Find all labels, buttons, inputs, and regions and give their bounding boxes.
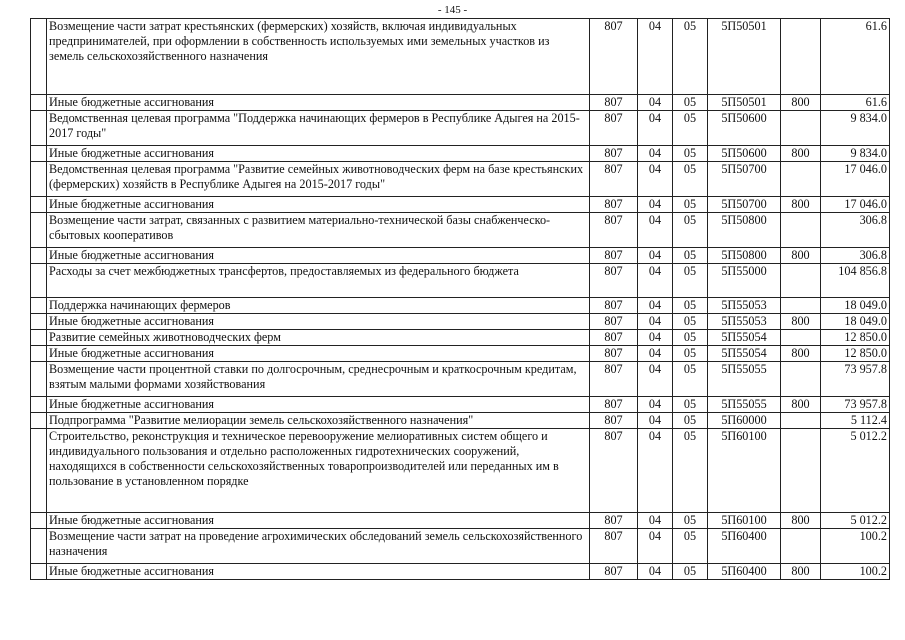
table-row (31, 19, 890, 95)
row-pr-cell: 05 (673, 429, 708, 513)
row-pr-cell: 05 (673, 213, 708, 248)
row-margin-cell (31, 529, 47, 564)
row-cs-cell: 5П50700 (708, 197, 781, 213)
row-name-cell: Иные бюджетные ассигнования (47, 564, 590, 580)
row-rz-cell: 04 (638, 529, 673, 564)
row-name-cell: Строительство, реконструкция и техническое перевооружение мелиоративных систем общего и индивидуального пользования и отдельно расположенных гидротехнических сооружений, находящихся в собственности сельскохозяйственных товаропроизводителей или переданных им в пользование в установленном порядке (47, 429, 590, 513)
row-gr-cell: 807 (590, 513, 638, 529)
row-margin-cell (31, 362, 47, 397)
row-sum-cell: 100.2 (821, 529, 890, 564)
row-gr-cell: 807 (590, 162, 638, 197)
row-pr-cell: 05 (673, 529, 708, 564)
table-row (31, 111, 890, 146)
row-rz-cell: 04 (638, 213, 673, 248)
row-margin-cell (31, 330, 47, 346)
row-vr-cell: 800 (781, 314, 821, 330)
row-vr-cell (781, 298, 821, 314)
row-pr-cell: 05 (673, 197, 708, 213)
row-rz-cell: 04 (638, 397, 673, 413)
row-name-cell: Иные бюджетные ассигнования (47, 146, 590, 162)
row-name-cell: Поддержка начинающих фермеров (47, 298, 590, 314)
row-pr-cell: 05 (673, 413, 708, 429)
row-rz-cell: 04 (638, 346, 673, 362)
row-gr-cell: 807 (590, 330, 638, 346)
row-pr-cell: 05 (673, 346, 708, 362)
row-margin-cell (31, 397, 47, 413)
row-name-cell: Ведомственная целевая программа "Поддержка начинающих фермеров в Республике Адыгея на 2015-2017 годы" (47, 111, 590, 146)
table-row (31, 197, 890, 213)
row-name-cell: Подпрограмма "Развитие мелиорации земель сельскохозяйственного назначения" (47, 413, 590, 429)
table-row (31, 213, 890, 248)
row-gr-cell: 807 (590, 429, 638, 513)
row-sum-cell: 17 046.0 (821, 162, 890, 197)
row-cs-cell: 5П50600 (708, 146, 781, 162)
page-number: - 145 - (437, 4, 468, 16)
table-row (31, 564, 890, 580)
row-cs-cell: 5П55055 (708, 397, 781, 413)
row-vr-cell: 800 (781, 397, 821, 413)
row-gr-cell: 807 (590, 362, 638, 397)
row-sum-cell: 5 012.2 (821, 429, 890, 513)
row-rz-cell: 04 (638, 564, 673, 580)
row-pr-cell: 05 (673, 264, 708, 298)
row-gr-cell: 807 (590, 264, 638, 298)
row-gr-cell: 807 (590, 111, 638, 146)
row-margin-cell (31, 264, 47, 298)
row-vr-cell: 800 (781, 95, 821, 111)
row-sum-cell: 306.8 (821, 213, 890, 248)
row-margin-cell (31, 314, 47, 330)
row-sum-cell: 18 049.0 (821, 298, 890, 314)
row-sum-cell: 9 834.0 (821, 111, 890, 146)
row-cs-cell: 5П55000 (708, 264, 781, 298)
row-rz-cell: 04 (638, 314, 673, 330)
table-row (31, 513, 890, 529)
row-cs-cell: 5П60100 (708, 429, 781, 513)
row-pr-cell: 05 (673, 330, 708, 346)
row-sum-cell: 104 856.8 (821, 264, 890, 298)
row-vr-cell (781, 162, 821, 197)
row-cs-cell: 5П50501 (708, 19, 781, 95)
row-rz-cell: 04 (638, 298, 673, 314)
row-sum-cell: 9 834.0 (821, 146, 890, 162)
row-margin-cell (31, 298, 47, 314)
row-margin-cell (31, 513, 47, 529)
row-name-cell: Возмещение части затрат на проведение агрохимических обследований земель сельскохозяйственного назначения (47, 529, 590, 564)
row-sum-cell: 61.6 (821, 19, 890, 95)
row-gr-cell: 807 (590, 529, 638, 564)
table-row (31, 529, 890, 564)
row-vr-cell: 800 (781, 564, 821, 580)
row-margin-cell (31, 19, 47, 95)
row-gr-cell: 807 (590, 397, 638, 413)
row-name-cell: Возмещение части затрат крестьянских (фермерских) хозяйств, включая индивидуальных предпринимателей, при оформлении в собственность используемых ими земельных участков из земель сельскохозяйственного назначения (47, 19, 590, 95)
row-margin-cell (31, 213, 47, 248)
row-vr-cell: 800 (781, 248, 821, 264)
row-margin-cell (31, 564, 47, 580)
row-rz-cell: 04 (638, 19, 673, 95)
row-name-cell: Расходы за счет межбюджетных трансфертов, предоставляемых из федерального бюджета (47, 264, 590, 298)
row-cs-cell: 5П50800 (708, 248, 781, 264)
row-vr-cell (781, 264, 821, 298)
row-sum-cell: 61.6 (821, 95, 890, 111)
row-pr-cell: 05 (673, 564, 708, 580)
budget-table (30, 18, 890, 580)
row-gr-cell: 807 (590, 413, 638, 429)
row-cs-cell: 5П50600 (708, 111, 781, 146)
row-rz-cell: 04 (638, 162, 673, 197)
row-sum-cell: 73 957.8 (821, 362, 890, 397)
row-rz-cell: 04 (638, 95, 673, 111)
row-cs-cell: 5П60400 (708, 529, 781, 564)
row-margin-cell (31, 146, 47, 162)
row-margin-cell (31, 95, 47, 111)
table-row (31, 330, 890, 346)
table-row (31, 298, 890, 314)
row-sum-cell: 12 850.0 (821, 330, 890, 346)
row-margin-cell (31, 111, 47, 146)
row-rz-cell: 04 (638, 362, 673, 397)
row-rz-cell: 04 (638, 330, 673, 346)
row-name-cell: Ведомственная целевая программа "Развитие семейных животноводческих ферм на базе крестьянских (фермерских) хозяйств в Республике Адыгея на 2015-2017 годы" (47, 162, 590, 197)
table-row (31, 413, 890, 429)
row-pr-cell: 05 (673, 362, 708, 397)
row-pr-cell: 05 (673, 513, 708, 529)
row-cs-cell: 5П55053 (708, 298, 781, 314)
row-name-cell: Иные бюджетные ассигнования (47, 314, 590, 330)
row-vr-cell (781, 413, 821, 429)
row-rz-cell: 04 (638, 429, 673, 513)
row-name-cell: Иные бюджетные ассигнования (47, 95, 590, 111)
row-vr-cell (781, 111, 821, 146)
row-gr-cell: 807 (590, 197, 638, 213)
row-gr-cell: 807 (590, 248, 638, 264)
row-pr-cell: 05 (673, 19, 708, 95)
row-vr-cell (781, 429, 821, 513)
row-vr-cell (781, 213, 821, 248)
row-sum-cell: 17 046.0 (821, 197, 890, 213)
row-gr-cell: 807 (590, 19, 638, 95)
row-rz-cell: 04 (638, 248, 673, 264)
row-vr-cell (781, 529, 821, 564)
row-sum-cell: 73 957.8 (821, 397, 890, 413)
row-margin-cell (31, 429, 47, 513)
row-vr-cell: 800 (781, 146, 821, 162)
table-row (31, 314, 890, 330)
row-cs-cell: 5П55055 (708, 362, 781, 397)
row-name-cell: Возмещение части затрат, связанных с развитием материально-технической базы снабженческо-сбытовых кооперативов (47, 213, 590, 248)
row-rz-cell: 04 (638, 513, 673, 529)
row-pr-cell: 05 (673, 162, 708, 197)
row-rz-cell: 04 (638, 146, 673, 162)
row-name-cell: Иные бюджетные ассигнования (47, 248, 590, 264)
row-name-cell: Иные бюджетные ассигнования (47, 197, 590, 213)
row-rz-cell: 04 (638, 413, 673, 429)
row-pr-cell: 05 (673, 397, 708, 413)
row-rz-cell: 04 (638, 264, 673, 298)
row-cs-cell: 5П60400 (708, 564, 781, 580)
row-vr-cell (781, 330, 821, 346)
table-row (31, 146, 890, 162)
row-cs-cell: 5П55053 (708, 314, 781, 330)
row-pr-cell: 05 (673, 314, 708, 330)
row-sum-cell: 5 012.2 (821, 513, 890, 529)
row-gr-cell: 807 (590, 314, 638, 330)
row-cs-cell: 5П55054 (708, 330, 781, 346)
row-margin-cell (31, 346, 47, 362)
row-cs-cell: 5П50501 (708, 95, 781, 111)
row-cs-cell: 5П50700 (708, 162, 781, 197)
table-row (31, 248, 890, 264)
row-sum-cell: 18 049.0 (821, 314, 890, 330)
row-gr-cell: 807 (590, 346, 638, 362)
row-cs-cell: 5П60000 (708, 413, 781, 429)
row-sum-cell: 306.8 (821, 248, 890, 264)
row-rz-cell: 04 (638, 197, 673, 213)
row-name-cell: Иные бюджетные ассигнования (47, 397, 590, 413)
row-pr-cell: 05 (673, 111, 708, 146)
budget-table-body (31, 19, 890, 580)
row-name-cell: Иные бюджетные ассигнования (47, 346, 590, 362)
row-name-cell: Возмещение части процентной ставки по долгосрочным, среднесрочным и краткосрочным кредитам, взятым малыми формами хозяйствования (47, 362, 590, 397)
row-vr-cell: 800 (781, 197, 821, 213)
row-gr-cell: 807 (590, 146, 638, 162)
row-cs-cell: 5П50800 (708, 213, 781, 248)
table-row (31, 397, 890, 413)
table-row (31, 362, 890, 397)
row-vr-cell (781, 362, 821, 397)
row-gr-cell: 807 (590, 298, 638, 314)
row-name-cell: Иные бюджетные ассигнования (47, 513, 590, 529)
row-gr-cell: 807 (590, 95, 638, 111)
row-gr-cell: 807 (590, 564, 638, 580)
table-row (31, 95, 890, 111)
row-sum-cell: 5 112.4 (821, 413, 890, 429)
row-rz-cell: 04 (638, 111, 673, 146)
row-pr-cell: 05 (673, 95, 708, 111)
row-margin-cell (31, 162, 47, 197)
row-pr-cell: 05 (673, 248, 708, 264)
row-margin-cell (31, 413, 47, 429)
row-margin-cell (31, 197, 47, 213)
row-vr-cell (781, 19, 821, 95)
row-vr-cell: 800 (781, 513, 821, 529)
row-margin-cell (31, 248, 47, 264)
row-pr-cell: 05 (673, 146, 708, 162)
row-gr-cell: 807 (590, 213, 638, 248)
row-sum-cell: 12 850.0 (821, 346, 890, 362)
table-row (31, 162, 890, 197)
row-cs-cell: 5П55054 (708, 346, 781, 362)
row-pr-cell: 05 (673, 298, 708, 314)
table-row (31, 346, 890, 362)
row-sum-cell: 100.2 (821, 564, 890, 580)
row-cs-cell: 5П60100 (708, 513, 781, 529)
table-row (31, 264, 890, 298)
table-row (31, 429, 890, 513)
row-vr-cell: 800 (781, 346, 821, 362)
row-name-cell: Развитие семейных животноводческих ферм (47, 330, 590, 346)
